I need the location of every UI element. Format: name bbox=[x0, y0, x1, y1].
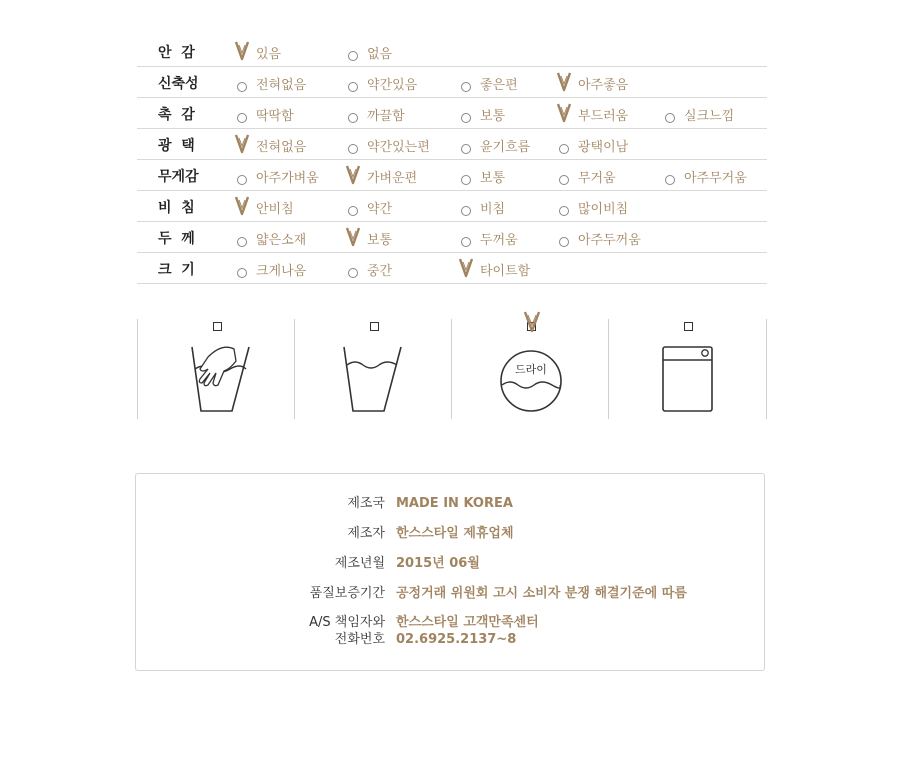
info-label: 전화번호 bbox=[334, 632, 385, 647]
attr-option-label: 보통 bbox=[367, 233, 393, 248]
attr-option[interactable] bbox=[480, 105, 505, 124]
attr-option-label: 아주두꺼움 bbox=[578, 233, 641, 248]
care-cell-hand-wash bbox=[137, 319, 295, 419]
info-value: 한스스타일 고객만족센터 bbox=[396, 615, 539, 630]
attr-option[interactable] bbox=[367, 260, 392, 279]
attr-option[interactable] bbox=[480, 74, 518, 93]
care-checkbox[interactable] bbox=[370, 322, 379, 331]
attr-option[interactable] bbox=[578, 136, 628, 155]
radio-icon[interactable] bbox=[237, 237, 247, 247]
attr-row bbox=[137, 39, 767, 67]
radio-icon[interactable] bbox=[237, 175, 247, 185]
attr-row bbox=[137, 191, 767, 222]
attr-option[interactable] bbox=[480, 136, 530, 155]
info-value: 2015년 06월 bbox=[396, 556, 480, 571]
attr-label: 비 침 bbox=[158, 200, 195, 216]
attr-option[interactable] bbox=[367, 43, 392, 62]
attr-option[interactable] bbox=[480, 198, 505, 217]
attr-label: 크 기 bbox=[158, 262, 195, 278]
attr-option[interactable] bbox=[578, 198, 628, 217]
radio-icon[interactable] bbox=[461, 113, 471, 123]
attr-option-label: 많이비침 bbox=[578, 202, 629, 217]
care-cell-dry-clean bbox=[451, 319, 609, 419]
attr-option-label: 비침 bbox=[480, 202, 506, 217]
radio-icon[interactable] bbox=[348, 82, 358, 92]
radio-icon[interactable] bbox=[461, 175, 471, 185]
attr-option-label: 두꺼움 bbox=[480, 233, 518, 248]
check-icon bbox=[234, 196, 250, 216]
attr-option[interactable] bbox=[578, 105, 628, 124]
attr-row bbox=[137, 98, 767, 129]
attr-option[interactable] bbox=[578, 229, 641, 248]
check-icon bbox=[234, 41, 250, 61]
fabric-attribute-table bbox=[137, 39, 767, 284]
info-value: 공정거래 위원회 고시 소비자 분쟁 해결기준에 따름 bbox=[396, 586, 687, 601]
radio-icon[interactable] bbox=[348, 51, 358, 61]
attr-option[interactable] bbox=[367, 167, 417, 186]
attr-label: 광 택 bbox=[158, 138, 195, 154]
attr-label: 무게감 bbox=[158, 169, 199, 185]
attr-option[interactable] bbox=[256, 74, 306, 93]
attr-option[interactable] bbox=[684, 105, 734, 124]
attr-option-label: 아주좋음 bbox=[578, 78, 629, 93]
hand-wash-icon bbox=[138, 339, 295, 419]
attr-option-label: 약간있음 bbox=[367, 78, 418, 93]
care-cell-water-wash bbox=[294, 319, 452, 419]
attr-option-label: 실크느낌 bbox=[684, 109, 735, 124]
product-info-box bbox=[135, 473, 765, 671]
radio-icon[interactable] bbox=[348, 268, 358, 278]
radio-icon[interactable] bbox=[461, 206, 471, 216]
radio-icon[interactable] bbox=[461, 144, 471, 154]
attr-label: 촉 감 bbox=[158, 107, 195, 123]
info-label: 제조년월 bbox=[334, 556, 385, 571]
attr-option-label: 안비침 bbox=[256, 202, 294, 217]
attr-label: 두 께 bbox=[158, 231, 195, 247]
attr-option[interactable] bbox=[578, 167, 616, 186]
attr-option[interactable] bbox=[256, 43, 281, 62]
attr-row bbox=[137, 160, 767, 191]
care-checkbox[interactable] bbox=[213, 322, 222, 331]
attr-label: 신축성 bbox=[158, 76, 199, 92]
radio-icon[interactable] bbox=[665, 113, 675, 123]
attr-option-label: 보통 bbox=[480, 109, 506, 124]
attr-option-label: 없음 bbox=[367, 47, 393, 62]
attr-option-label: 전혀없음 bbox=[256, 78, 307, 93]
care-checkbox[interactable] bbox=[684, 322, 693, 331]
dry-clean-icon bbox=[452, 339, 609, 419]
check-icon bbox=[556, 72, 572, 92]
attr-option[interactable] bbox=[256, 105, 294, 124]
check-icon bbox=[345, 165, 361, 185]
radio-icon[interactable] bbox=[237, 268, 247, 278]
check-icon bbox=[523, 311, 541, 333]
info-value: 02.6925.2137~8 bbox=[396, 632, 517, 647]
radio-icon[interactable] bbox=[348, 206, 358, 216]
attr-option-label: 타이트함 bbox=[480, 264, 531, 279]
attr-option[interactable] bbox=[367, 198, 392, 217]
radio-icon[interactable] bbox=[237, 113, 247, 123]
radio-icon[interactable] bbox=[461, 82, 471, 92]
attr-option-label: 약간있는편 bbox=[367, 140, 430, 155]
radio-icon[interactable] bbox=[559, 144, 569, 154]
dry-clean-label: 드라이 bbox=[515, 363, 547, 376]
care-instructions bbox=[137, 319, 766, 419]
radio-icon[interactable] bbox=[237, 82, 247, 92]
attr-option-label: 무거움 bbox=[578, 171, 616, 186]
attr-option-label: 아주가벼움 bbox=[256, 171, 319, 186]
check-icon bbox=[234, 134, 250, 154]
check-icon bbox=[556, 103, 572, 123]
attr-option[interactable] bbox=[480, 167, 505, 186]
attr-option-label: 좋은편 bbox=[480, 78, 518, 93]
radio-icon[interactable] bbox=[348, 113, 358, 123]
attr-option[interactable] bbox=[256, 167, 319, 186]
info-label: 품질보증기간 bbox=[309, 586, 385, 601]
attr-option-label: 보통 bbox=[480, 171, 506, 186]
attr-option[interactable] bbox=[256, 198, 294, 217]
attr-row bbox=[137, 129, 767, 160]
radio-icon[interactable] bbox=[665, 175, 675, 185]
info-label: A/S 책임자와 bbox=[309, 615, 385, 630]
attr-label: 안 감 bbox=[158, 45, 195, 61]
attr-option[interactable] bbox=[256, 260, 306, 279]
attr-option[interactable] bbox=[684, 167, 747, 186]
attr-option-label: 윤기흐름 bbox=[480, 140, 531, 155]
attr-option-label: 전혀없음 bbox=[256, 140, 307, 155]
attr-option[interactable] bbox=[256, 136, 306, 155]
attr-option-label: 있음 bbox=[256, 47, 282, 62]
attr-option-label: 부드러움 bbox=[578, 109, 629, 124]
check-icon bbox=[345, 227, 361, 247]
water-wash-icon bbox=[295, 339, 452, 419]
attr-row bbox=[137, 253, 767, 284]
attr-option[interactable] bbox=[578, 74, 628, 93]
info-label: 제조자 bbox=[347, 526, 385, 541]
radio-icon[interactable] bbox=[461, 237, 471, 247]
check-icon bbox=[458, 258, 474, 278]
attr-option-label: 가벼운편 bbox=[367, 171, 418, 186]
attr-option-label: 광택이남 bbox=[578, 140, 629, 155]
attr-option[interactable] bbox=[367, 136, 430, 155]
attr-row bbox=[137, 222, 767, 253]
info-value: MADE IN KOREA bbox=[396, 496, 513, 511]
attr-option[interactable] bbox=[256, 229, 306, 248]
radio-icon[interactable] bbox=[559, 175, 569, 185]
washing-machine-icon bbox=[609, 339, 766, 419]
care-cell-washing-machine bbox=[608, 319, 767, 419]
attr-option-label: 얇은소재 bbox=[256, 233, 307, 248]
attr-option[interactable] bbox=[367, 74, 417, 93]
attr-row bbox=[137, 67, 767, 98]
info-label: 제조국 bbox=[347, 496, 385, 511]
attr-option[interactable] bbox=[480, 260, 530, 279]
attr-option-label: 중간 bbox=[367, 264, 393, 279]
radio-icon[interactable] bbox=[559, 237, 569, 247]
radio-icon[interactable] bbox=[559, 206, 569, 216]
info-value: 한스스타일 제휴업체 bbox=[396, 526, 514, 541]
attr-option[interactable] bbox=[367, 105, 405, 124]
attr-option-label: 딱딱함 bbox=[256, 109, 294, 124]
attr-option[interactable] bbox=[480, 229, 518, 248]
radio-icon[interactable] bbox=[348, 144, 358, 154]
attr-option-label: 약간 bbox=[367, 202, 393, 217]
attr-option-label: 까끌함 bbox=[367, 109, 405, 124]
attr-option-label: 크게나옴 bbox=[256, 264, 307, 279]
attr-option[interactable] bbox=[367, 229, 392, 248]
attr-option-label: 아주무거움 bbox=[684, 171, 747, 186]
